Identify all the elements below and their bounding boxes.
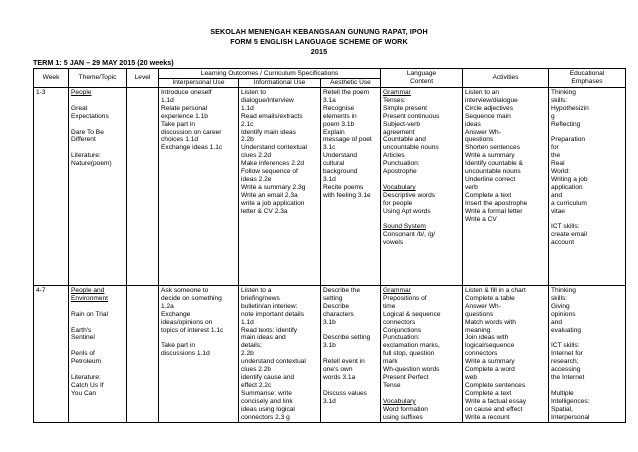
- cell-line: 1.2a: [161, 302, 174, 310]
- cell-line: for people: [383, 199, 413, 207]
- cell-line: Grammar: [383, 287, 411, 294]
- cell-line: accessing: [551, 366, 581, 374]
- cell-line: Present continuous: [383, 112, 440, 120]
- cell-line: concisely and link: [241, 397, 293, 405]
- cell-line: Write a recount: [465, 413, 510, 421]
- cell-line: Catch Us If: [71, 381, 104, 389]
- col-aesthetic-header: Aesthetic Use: [321, 79, 381, 88]
- cell-week: 4-7: [34, 286, 69, 423]
- cell-line: Grammar: [383, 89, 411, 96]
- cell-line: understand contextual: [241, 358, 306, 366]
- cell-line: agreement: [383, 128, 415, 136]
- cell-line: setting: [323, 294, 343, 302]
- cell-line: the: [551, 152, 561, 160]
- cell-line: [551, 129, 623, 137]
- cell-line: 1.1d: [161, 96, 174, 104]
- cell-line: Understand contextual: [241, 144, 307, 152]
- table-row: [34, 88, 626, 286]
- cell-line: Retell event in: [323, 358, 365, 366]
- cell-line: bulletin/an interiew:: [241, 302, 298, 310]
- cell-line: Nature(poem): [71, 160, 112, 168]
- cell-line: Discuss values: [323, 389, 367, 397]
- cell-line: Logical & sequence: [383, 310, 441, 318]
- cell-aesthetic: [321, 88, 381, 286]
- cell-level: [127, 286, 159, 423]
- cell-line: Thinking: [551, 287, 576, 294]
- cell-line: [551, 334, 623, 342]
- cell-emphases: [549, 88, 626, 286]
- cell-line: note important details: [241, 310, 305, 318]
- cell-line: experience 1.1b: [161, 112, 208, 120]
- cell-line: create email: [551, 231, 587, 239]
- cell-line: Answer Wh-: [465, 302, 501, 310]
- cell-line: Describe the: [323, 287, 361, 294]
- cell-line: Exchange: [161, 310, 191, 318]
- cell-line: Make inferences 2.2d: [241, 160, 305, 168]
- cell-line: People and: [71, 287, 105, 294]
- cell-line: skills:: [551, 294, 568, 302]
- cell-line: World:: [551, 168, 570, 176]
- cell-line: Listen to a: [241, 287, 272, 294]
- cell-line: You Can: [71, 389, 97, 397]
- header-line: Emphases: [571, 78, 603, 85]
- cell-line: Reflecting: [551, 120, 581, 128]
- cell-line: [71, 97, 124, 105]
- cell-line: Identify main ideas: [241, 128, 296, 136]
- cell-line: Retell the poem: [323, 89, 370, 96]
- cell-line: one's own: [323, 366, 353, 374]
- cell-line: for: [551, 144, 559, 152]
- cell-line: [551, 216, 623, 224]
- cell-line: ideas using logical: [241, 405, 295, 413]
- cell-line: [323, 350, 378, 358]
- cell-line: message of poet: [323, 136, 372, 144]
- cell-line: vitae: [551, 207, 565, 215]
- cell-theme: [69, 88, 127, 286]
- cell-line: Perils of: [71, 350, 95, 358]
- cell-line: Write an email 2.3a: [241, 191, 298, 199]
- cell-line: Sentinel: [71, 334, 95, 342]
- col-week-header: Week: [34, 69, 69, 88]
- cell-line: choices 1.1d: [161, 136, 199, 144]
- cell-line: time: [383, 302, 396, 310]
- cell-line: using suffixes: [383, 413, 423, 421]
- cell-line: ideas 2.2e: [241, 175, 272, 183]
- cell-line: Insert the apostrophe: [465, 199, 528, 207]
- cell-line: Word formation: [383, 405, 428, 413]
- cell-line: Take part in: [161, 342, 196, 350]
- cell-language-content: [381, 286, 463, 423]
- cell-line: details;: [241, 342, 262, 350]
- scheme-of-work-table: [33, 68, 626, 423]
- cell-line: decide on something: [161, 294, 222, 302]
- cell-line: Countable and: [383, 136, 426, 144]
- cell-line: People: [71, 89, 92, 96]
- cell-line: connectors 2.3 g: [241, 413, 290, 421]
- cell-line: Internet for: [551, 350, 583, 358]
- cell-line: letter & CV 2.3a: [241, 207, 288, 215]
- col-theme-header: Theme/Topic: [69, 69, 127, 88]
- cell-line: ideas: [465, 120, 481, 128]
- cell-line: [71, 303, 124, 311]
- cell-line: 3.1b: [323, 342, 336, 350]
- cell-line: 2.1c: [241, 120, 254, 128]
- cell-line: Interpersonal: [551, 413, 590, 421]
- col-learning-outcomes-header: Learning Outcomes / Curriculum Specifications: [159, 69, 381, 79]
- cell-line: Different: [71, 136, 96, 144]
- cell-line: Real: [551, 160, 565, 168]
- cell-line: Subject-verb: [383, 120, 421, 128]
- cell-line: write a job application: [241, 199, 305, 207]
- cell-line: Apostrophe: [383, 168, 417, 176]
- cell-line: effect 2.2c: [241, 381, 272, 389]
- cell-language-content: [381, 88, 463, 286]
- cell-line: Write a CV: [465, 215, 497, 223]
- cell-activities: [463, 286, 549, 423]
- cell-line: and: [551, 318, 563, 326]
- cell-line: interview/dialogue: [465, 96, 518, 104]
- cell-line: 3.1b: [323, 318, 336, 326]
- cell-line: Multiple: [551, 389, 574, 397]
- cell-line: Articles: [383, 152, 405, 160]
- cell-line: cultural: [323, 160, 345, 168]
- cell-line: skills:: [551, 96, 568, 104]
- cell-line: 1.1d: [241, 104, 254, 112]
- cell-line: [71, 366, 124, 374]
- cell-line: [161, 334, 236, 342]
- cell-line: Complete sentences: [465, 381, 526, 389]
- cell-line: Listen to: [241, 89, 266, 96]
- term-label: TERM 1: 5 JAN – 29 MAY 2015 (20 weeks): [33, 58, 174, 67]
- cell-line: Expectations: [71, 112, 109, 120]
- cell-line: application: [551, 183, 583, 191]
- cell-line: clues 2.2d: [241, 152, 272, 160]
- cell-line: g: [551, 112, 555, 120]
- cell-line: Underline correct: [465, 175, 516, 183]
- cell-line: discussion on career: [161, 128, 222, 136]
- cell-line: Shorten sentences: [465, 144, 520, 152]
- cell-line: Complete a text: [465, 389, 512, 397]
- cell-line: Literature:: [71, 152, 101, 160]
- cell-line: Write a summary 2.3g: [241, 183, 306, 191]
- header-line: Content: [409, 78, 434, 85]
- cell-emphases: [549, 286, 626, 423]
- cell-line: dialogue/interview: [241, 96, 294, 104]
- cell-line: mark: [383, 358, 398, 366]
- cell-line: connectors: [465, 350, 498, 358]
- cell-line: Thinking: [551, 89, 576, 96]
- cell-line: Recognise: [323, 104, 355, 112]
- cell-line: with feeling 3.1e: [323, 191, 371, 199]
- cell-line: research;: [551, 358, 579, 366]
- cell-line: Identify countable &: [465, 160, 523, 168]
- cell-line: Sound System: [383, 223, 426, 231]
- cell-line: [71, 121, 124, 129]
- cell-line: Describe: [323, 302, 350, 310]
- cell-line: the Internet: [551, 373, 585, 381]
- cell-line: [323, 327, 378, 335]
- cell-interpersonal: [159, 88, 239, 286]
- cell-line: 2.2b: [241, 136, 254, 144]
- cell-line: briefing/news: [241, 294, 280, 302]
- cell-line: [71, 319, 124, 327]
- cell-line: Ask someone to: [161, 287, 209, 294]
- cell-line: [383, 390, 460, 398]
- cell-line: Understand: [323, 152, 358, 160]
- cell-line: [71, 342, 124, 350]
- cell-line: discussions 1.1d: [161, 350, 210, 358]
- cell-line: Match words with: [465, 318, 516, 326]
- cell-line: Vocabulary: [383, 397, 416, 405]
- table-row: [34, 286, 626, 423]
- cell-interpersonal: [159, 286, 239, 423]
- cell-line: [383, 216, 460, 224]
- cell-line: Consonant /b/, /g/: [383, 231, 436, 239]
- cell-line: 2.2b: [241, 350, 254, 358]
- cell-line: ideas/opinions on: [161, 318, 213, 326]
- cell-line: Tenses:: [383, 96, 406, 104]
- cell-line: uncountable nouns: [383, 144, 439, 152]
- cell-line: uncountable nouns: [465, 168, 521, 176]
- cell-line: Giving: [551, 302, 570, 310]
- cell-theme: [69, 286, 127, 423]
- cell-line: connectors: [383, 318, 416, 326]
- cell-line: Complete a word: [465, 366, 515, 374]
- col-language-content-header: [381, 69, 463, 88]
- cell-line: Intelligences:: [551, 397, 590, 405]
- cell-line: Rain on Trial: [71, 310, 109, 318]
- cell-line: Earth's: [71, 326, 92, 334]
- cell-line: evaluating: [551, 326, 582, 334]
- cell-line: Spatial,: [551, 405, 573, 413]
- cell-line: Describe setting: [323, 334, 371, 342]
- cell-line: questions: [465, 310, 494, 318]
- col-emphases-header: [549, 69, 626, 88]
- cell-line: Read emails/extracts: [241, 112, 303, 120]
- cell-line: Listen & fill in a chart: [465, 287, 526, 294]
- cell-line: [71, 144, 124, 152]
- cell-line: Relate personal: [161, 104, 208, 112]
- cell-line: account: [551, 239, 575, 247]
- cell-line: 3.1d: [323, 175, 336, 183]
- cell-line: ICT skills:: [551, 223, 580, 231]
- cell-line: opinions: [551, 310, 576, 318]
- document-year: 2015: [310, 47, 328, 56]
- cell-line: and: [551, 191, 563, 199]
- cell-line: Literature:: [71, 373, 101, 381]
- cell-line: characters: [323, 310, 354, 318]
- cell-line: 3.1c: [323, 144, 336, 152]
- header-line: Educational: [569, 70, 605, 78]
- cell-line: Write a summary: [465, 358, 515, 366]
- cell-line: elements in: [323, 112, 357, 120]
- cell-line: web: [465, 373, 478, 381]
- cell-line: Take part in: [161, 120, 196, 128]
- cell-line: clues 2.2b: [241, 366, 272, 374]
- cell-line: questions: [465, 136, 494, 144]
- header-line: Language: [406, 70, 437, 78]
- cell-line: 3.1a: [323, 96, 336, 104]
- cell-line: Answer Wh-: [465, 128, 501, 136]
- cell-week: 1-3: [34, 88, 69, 286]
- cell-line: Sequence main: [465, 112, 511, 120]
- cell-line: logical/sequence: [465, 342, 515, 350]
- cell-aesthetic: [321, 286, 381, 423]
- cell-line: Follow sequence of: [241, 168, 298, 176]
- cell-line: Petroleum: [71, 358, 102, 366]
- cell-line: Vocabulary: [383, 183, 416, 191]
- cell-line: meaning: [465, 326, 491, 334]
- cell-line: Descriptive words: [383, 191, 436, 199]
- cell-line: Summarise: write: [241, 389, 292, 397]
- col-interpersonal-header: Interpersonal Use: [159, 79, 239, 88]
- col-level-header: Level: [127, 69, 159, 88]
- cell-line: Great: [71, 104, 88, 112]
- cell-line: Explain: [323, 128, 345, 136]
- cell-line: Simple present: [383, 104, 427, 112]
- cell-line: exclamation marks,: [383, 342, 440, 350]
- cell-line: verb: [465, 183, 478, 191]
- cell-line: Recite poems: [323, 183, 364, 191]
- cell-line: Write a summary: [465, 152, 515, 160]
- cell-line: [551, 382, 623, 390]
- col-activities-header: Activities: [463, 69, 549, 88]
- cell-line: Write a formal letter: [465, 207, 523, 215]
- cell-line: Preparation: [551, 136, 586, 144]
- cell-line: Punctuation:: [383, 334, 420, 342]
- cell-line: [383, 176, 460, 184]
- document-title: FORM 5 ENGLISH LANGUAGE SCHEME OF WORK: [230, 37, 408, 46]
- cell-line: Join ideas with: [465, 334, 509, 342]
- cell-line: main ideas and: [241, 334, 286, 342]
- cell-line: vowels: [383, 239, 404, 247]
- cell-line: full stop, question: [383, 350, 435, 358]
- cell-line: Exchange ideas 1.1c: [161, 144, 223, 152]
- cell-line: Hypothesizin: [551, 104, 589, 112]
- school-name: SEKOLAH MENENGAH KEBANGSAAN GUNUNG RAPAT, IPOH: [210, 27, 428, 36]
- cell-line: [323, 382, 378, 390]
- cell-line: background: [323, 168, 358, 176]
- cell-line: 1.1d: [241, 318, 254, 326]
- cell-line: Complete a table: [465, 294, 515, 302]
- cell-line: Writing a job: [551, 175, 588, 183]
- cell-line: Using Apt words: [383, 207, 431, 215]
- cell-line: Dare To Be: [71, 128, 104, 136]
- cell-line: on cause and effect: [465, 405, 523, 413]
- cell-line: Complete a text: [465, 191, 512, 199]
- cell-line: identify cause and: [241, 373, 295, 381]
- cell-informational: [239, 286, 321, 423]
- cell-line: Read texts: identify: [241, 326, 298, 334]
- cell-line: Punctuation:: [383, 160, 420, 168]
- cell-activities: [463, 88, 549, 286]
- cell-line: Present Perfect: [383, 373, 429, 381]
- cell-line: Listen to an: [465, 89, 500, 96]
- cell-line: topics of interest 1.1c: [161, 326, 224, 334]
- cell-line: Conjunctions: [383, 326, 422, 334]
- cell-line: a curriculum: [551, 199, 587, 207]
- cell-line: 3.1d: [323, 397, 336, 405]
- cell-line: poem 3.1b: [323, 120, 355, 128]
- cell-line: Introduce oneself: [161, 89, 212, 96]
- cell-line: Tense: [383, 381, 401, 389]
- cell-line: Environment: [71, 294, 109, 302]
- col-informational-header: Informational Use: [239, 79, 321, 88]
- cell-line: ICT skills:: [551, 342, 580, 350]
- cell-line: Prepositions of: [383, 294, 427, 302]
- cell-line: Write a factual essay: [465, 397, 527, 405]
- cell-level: [127, 88, 159, 286]
- cell-line: Circle adjectives: [465, 104, 514, 112]
- cell-line: words 3.1a: [323, 373, 356, 381]
- cell-line: Wh-question words: [383, 366, 440, 374]
- cell-informational: [239, 88, 321, 286]
